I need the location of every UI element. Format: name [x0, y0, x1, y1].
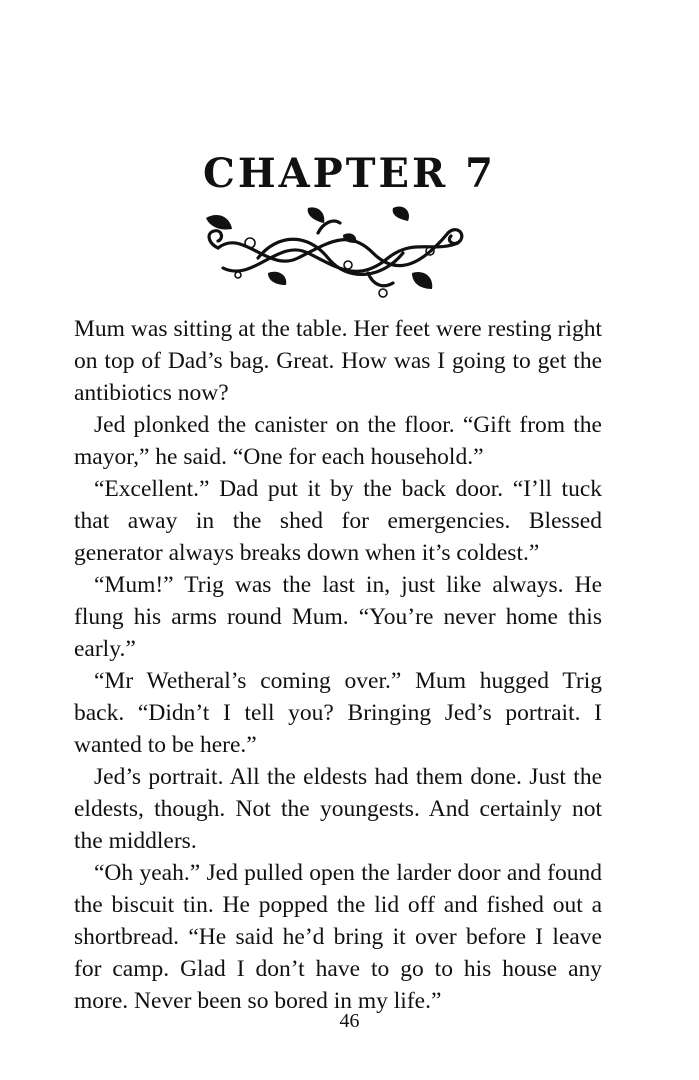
paragraph: “Mr Wetheral’s coming over.” Mum hugged Trig back. “Didn’t I tell you? Bringing Jed’s portrait. I wanted to be here.”: [74, 668, 602, 758]
paragraph: “Oh yeah.” Jed pulled open the larder door and found the biscuit tin. He popped the lid off and fished out a shortbread. “He said he’d bring it over before I leave for camp. Glad I don’t have to go to his house any more. Never been so bored in my life.”: [74, 860, 602, 1014]
page-number: 46: [339, 1010, 360, 1032]
paragraph: Jed plonked the canister on the floor. “Gift from the mayor,” he said. “One for each household.”: [74, 412, 602, 470]
chapter-body: [74, 313, 602, 1017]
paragraph: Jed’s portrait. All the eldests had them done. Just the eldests, though. Not the youngests. And certainly not the middlers.: [74, 764, 602, 854]
paragraph: Mum was sitting at the table. Her feet were resting right on top of Dad’s bag. Great. How was I going to get the antibiotics now?: [74, 316, 602, 406]
paragraph: “Excellent.” Dad put it by the back door. “I’ll tuck that away in the shed for emergencies. Blessed generator always breaks down when it’s coldest.”: [74, 476, 602, 566]
paragraph: “Mum!” Trig was the last in, just like always. He flung his arms round Mum. “You’re never home this early.”: [74, 572, 602, 662]
chapter-title: CHAPTER 7: [203, 150, 496, 197]
vine-ornament-icon: [198, 203, 478, 303]
